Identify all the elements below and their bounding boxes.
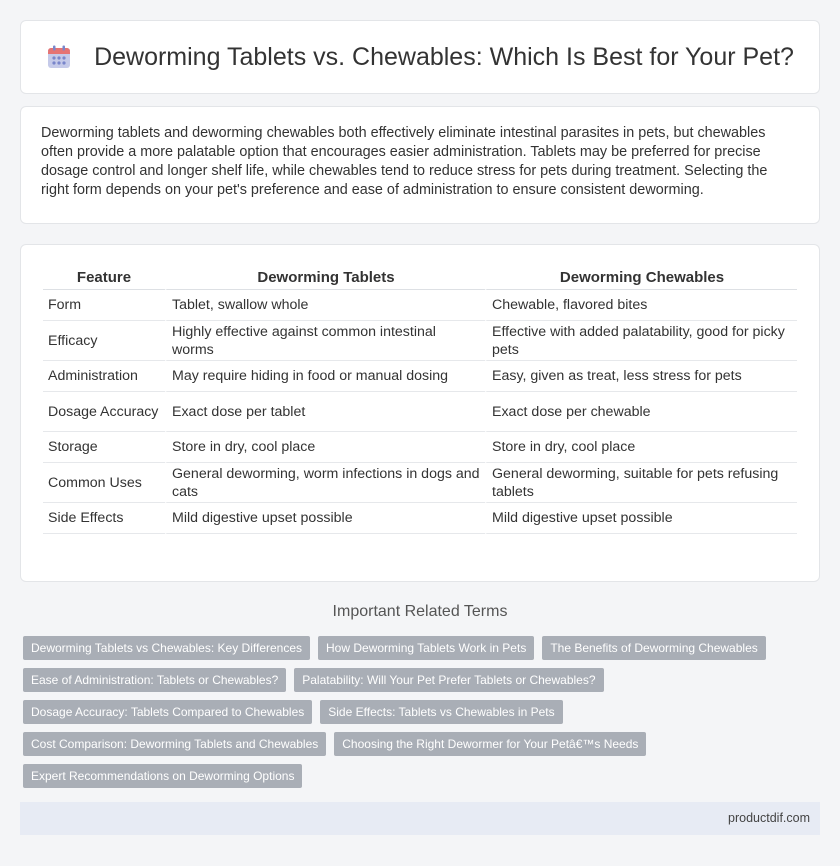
related-term-tag[interactable]: The Benefits of Deworming Chewables: [542, 636, 765, 660]
table-row: [43, 361, 797, 392]
page-title: Deworming Tablets vs. Chewables: Which Is Best for Your Pet?: [94, 42, 794, 71]
tablets-cell: General deworming, worm infections in dogs and cats: [165, 463, 485, 503]
footer-site-link[interactable]: productdif.com: [728, 811, 810, 825]
related-term-tag[interactable]: Cost Comparison: Deworming Tablets and Chewables: [23, 732, 326, 756]
related-term-tag[interactable]: Choosing the Right Dewormer for Your Petâ€™s Needs: [334, 732, 646, 756]
header-card: [20, 20, 820, 94]
chewables-cell: General deworming, suitable for pets refusing tablets: [485, 463, 797, 503]
tablets-cell: Store in dry, cool place: [165, 432, 485, 463]
tablets-cell: Mild digestive upset possible: [165, 503, 485, 534]
table-row: [43, 321, 797, 361]
header-chewables: Deworming Chewables: [485, 263, 797, 290]
feature-cell: Administration: [43, 361, 165, 392]
header-tablets: Deworming Tablets: [165, 263, 485, 290]
table-row: [43, 463, 797, 503]
footer: [20, 802, 820, 835]
tablets-cell: Highly effective against common intestinal worms: [165, 321, 485, 361]
related-term-tag[interactable]: Ease of Administration: Tablets or Chewables?: [23, 668, 286, 692]
tablets-cell: Tablet, swallow whole: [165, 290, 485, 321]
intro-card: [20, 106, 820, 224]
chewables-cell: Easy, given as treat, less stress for pets: [485, 361, 797, 392]
related-term-tag[interactable]: How Deworming Tablets Work in Pets: [318, 636, 534, 660]
calendar-grid-icon: [46, 44, 72, 70]
feature-cell: Side Effects: [43, 503, 165, 534]
related-term-tag[interactable]: Dosage Accuracy: Tablets Compared to Chewables: [23, 700, 312, 724]
intro-paragraph: Deworming tablets and deworming chewables both effectively eliminate intestinal parasites in pets, but chewables often provide a more palatable option that encourages easier administration. Tablets may be preferred for precise dosage control and longer shelf life, while chewables tend to reduce stress for pets during treatment. Selecting the right form depends on your pet's preference and ease of administration to ensure consistent deworming.: [41, 125, 768, 198]
chewables-cell: Chewable, flavored bites: [485, 290, 797, 321]
chewables-cell: Exact dose per chewable: [485, 392, 797, 432]
table-row: [43, 432, 797, 463]
feature-cell: Efficacy: [43, 321, 165, 361]
comparison-table: [43, 263, 797, 534]
related-term-tag[interactable]: Palatability: Will Your Pet Prefer Tablets or Chewables?: [294, 668, 603, 692]
table-header-row: [43, 263, 797, 290]
table-row: [43, 503, 797, 534]
related-term-tag[interactable]: Side Effects: Tablets vs Chewables in Pets: [320, 700, 562, 724]
tablets-cell: Exact dose per tablet: [165, 392, 485, 432]
feature-cell: Form: [43, 290, 165, 321]
related-term-tag[interactable]: Deworming Tablets vs Chewables: Key Differences: [23, 636, 310, 660]
chewables-cell: Store in dry, cool place: [485, 432, 797, 463]
chewables-cell: Mild digestive upset possible: [485, 503, 797, 534]
header-feature: Feature: [43, 263, 165, 290]
feature-cell: Storage: [43, 432, 165, 463]
table-row: [43, 392, 797, 432]
related-terms-tags: [23, 636, 813, 788]
feature-cell: Common Uses: [43, 463, 165, 503]
table-row: [43, 290, 797, 321]
related-term-tag[interactable]: Expert Recommendations on Deworming Options: [23, 764, 302, 788]
tablets-cell: May require hiding in food or manual dosing: [165, 361, 485, 392]
feature-cell: Dosage Accuracy: [43, 392, 165, 432]
chewables-cell: Effective with added palatability, good for picky pets: [485, 321, 797, 361]
related-terms-heading: Important Related Terms: [332, 603, 508, 620]
comparison-table-card: [20, 244, 820, 582]
